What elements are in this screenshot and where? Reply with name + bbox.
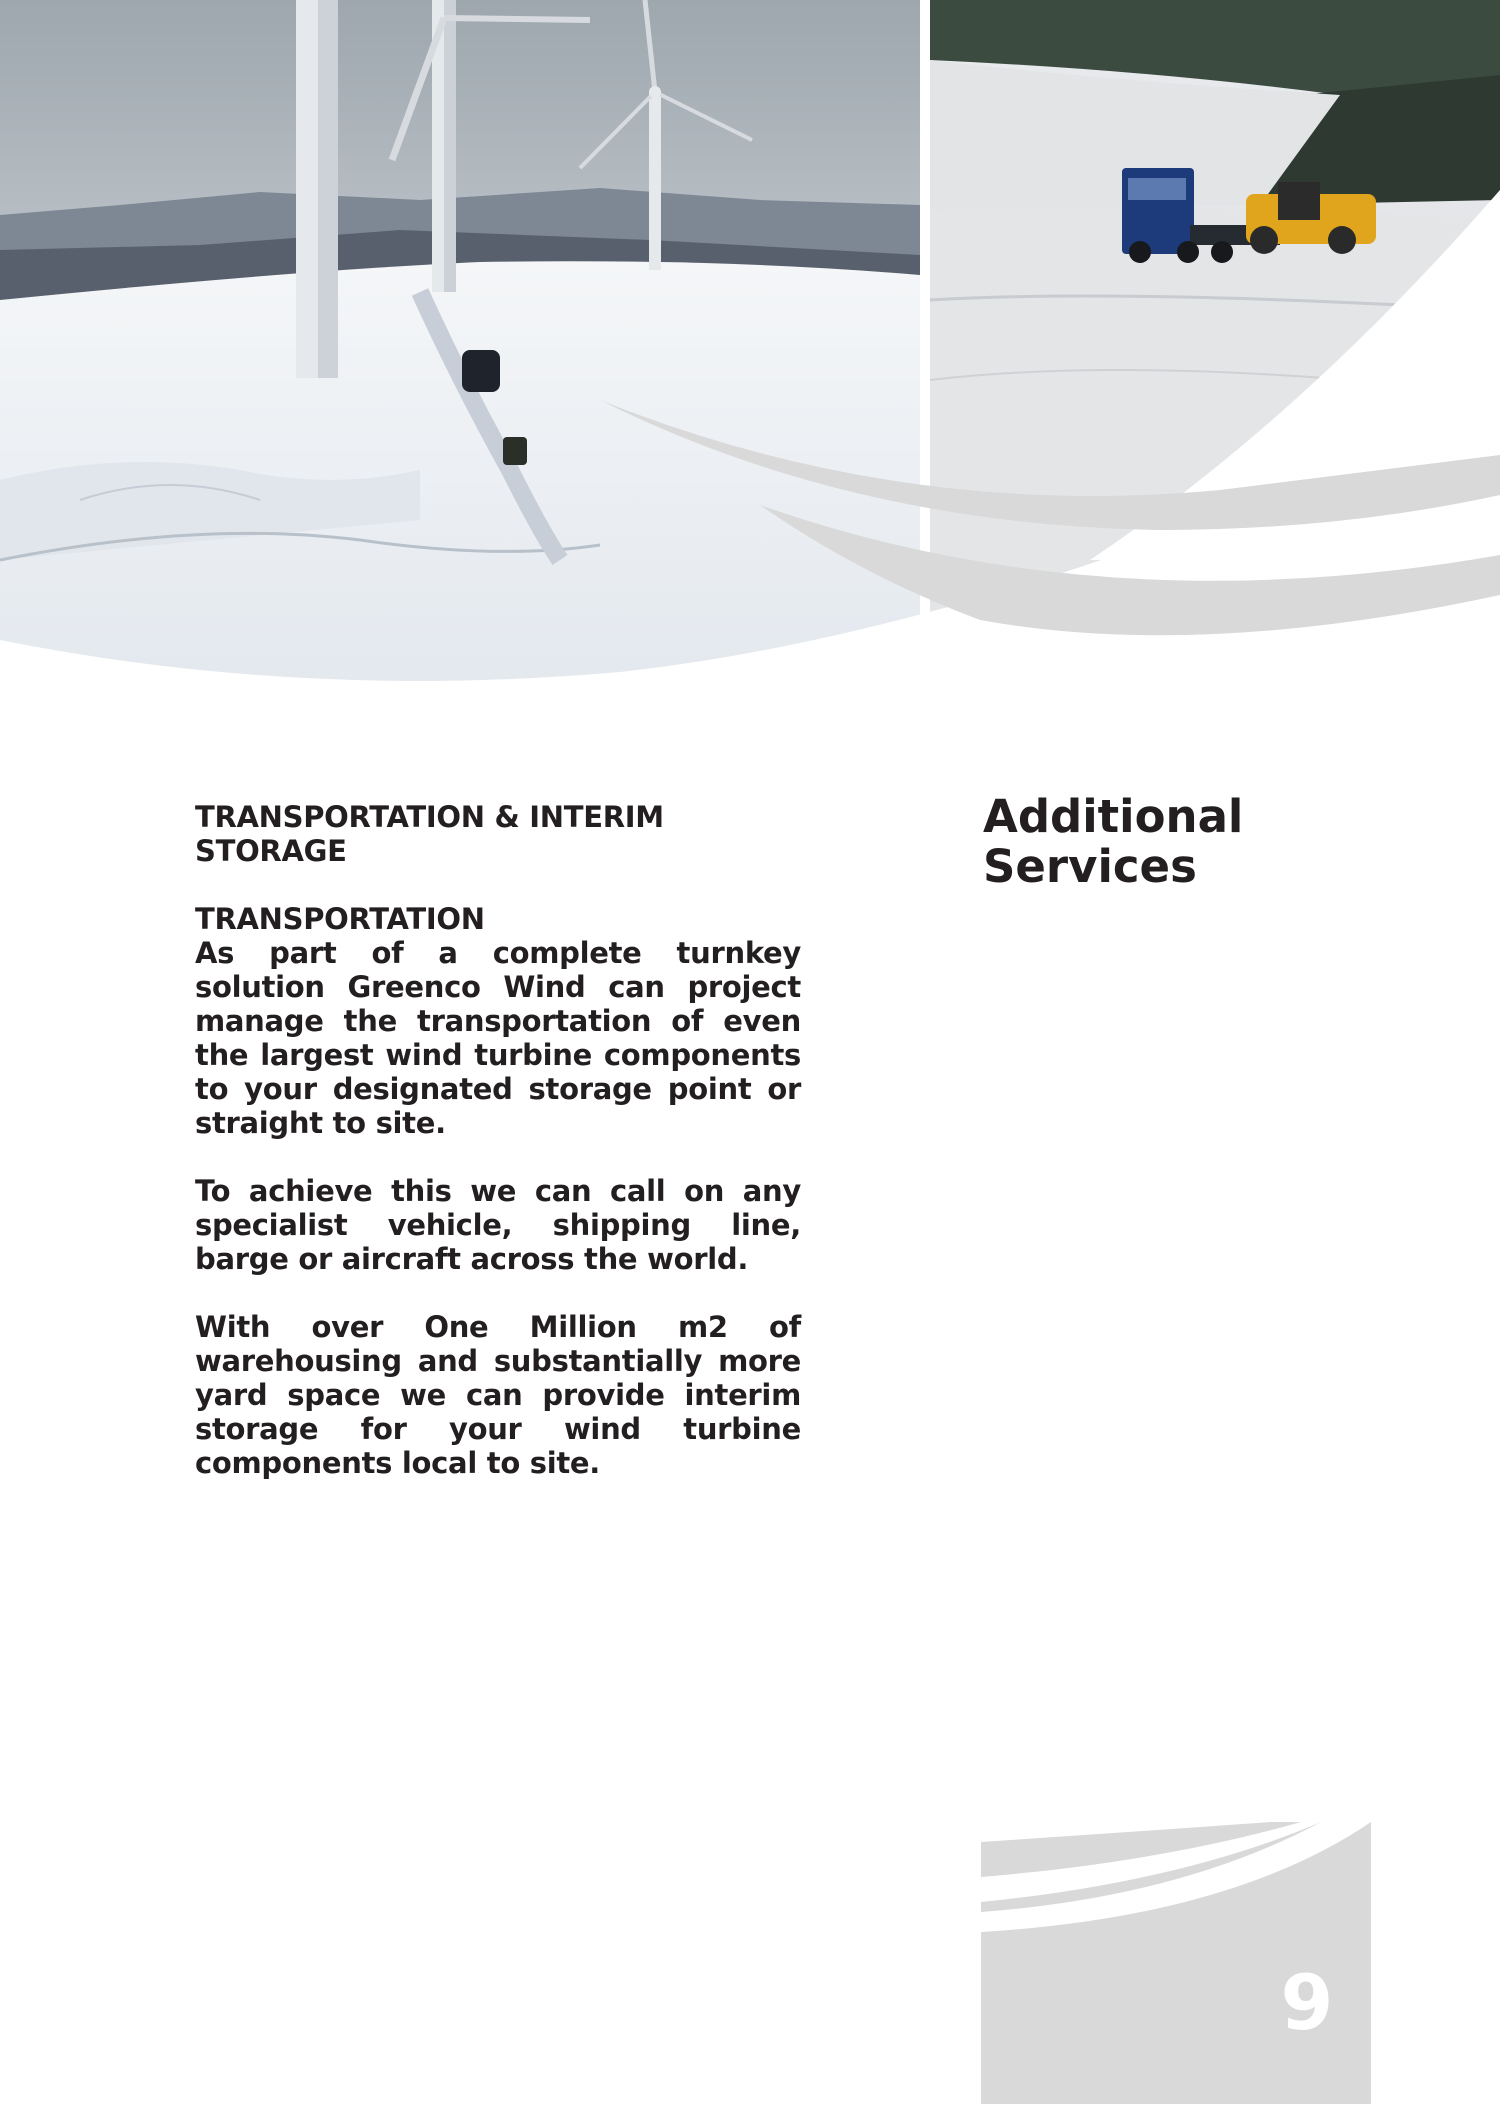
page-title-line: Additional	[983, 790, 1244, 843]
paragraph: To achieve this we can call on any specialist vehicle, shipping line, barge or aircraft across the world.	[195, 1174, 801, 1276]
wind-farm-photo	[0, 0, 920, 700]
hero-banner	[0, 0, 1500, 700]
page-title	[983, 792, 1363, 892]
article-body	[195, 800, 801, 1480]
page-number: 9	[1280, 1958, 1334, 2047]
snow-vehicle-graphic	[503, 437, 527, 465]
hero-photo-collage	[0, 0, 1500, 700]
subheading: TRANSPORTATION	[195, 902, 485, 936]
snow-vehicle-graphic	[462, 350, 500, 392]
page-title-line: Services	[983, 840, 1197, 893]
section-heading: TRANSPORTATION & INTERIM STORAGE	[195, 800, 664, 868]
paragraph: With over One Million m2 of warehousing and substantially more yard space we can provide interim storage for your wind turbine components local to site.	[195, 1310, 801, 1480]
paragraph: As part of a complete turnkey solution Greenco Wind can project manage the transportation of even the largest wind turbine components to your designated storage point or straight to site.	[195, 936, 801, 1140]
